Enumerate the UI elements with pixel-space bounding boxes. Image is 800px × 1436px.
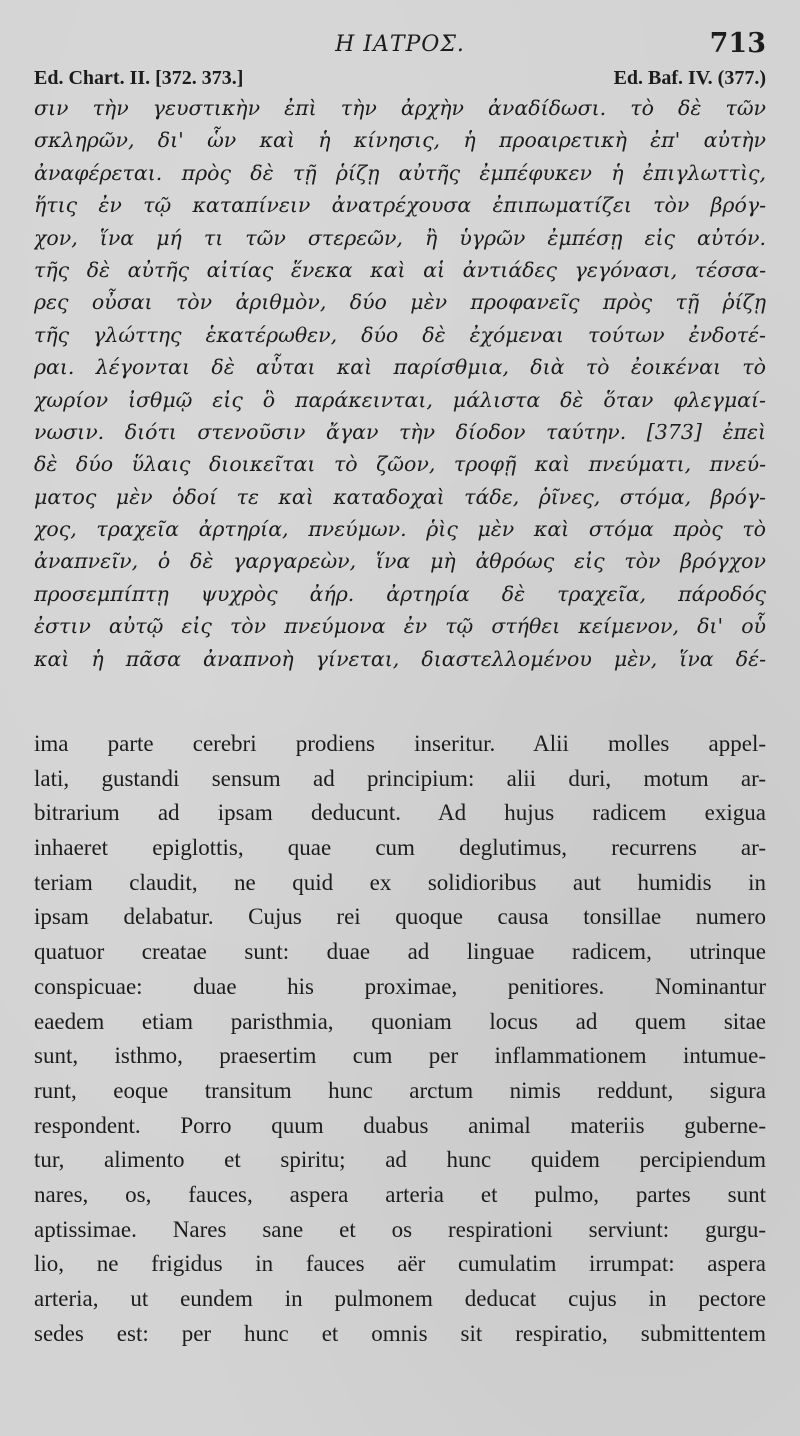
greek-line: προσεμπίπτῃ ψυχρὸς ἀήρ. ἀρτηρία δὲ τραχεῖα, πάροδός: [34, 581, 766, 606]
greek-line: σιν τὴν γευστικὴν ἐπὶ τὴν ἀρχὴν ἀναδίδωσι. τὸ δὲ τῶν: [34, 96, 766, 120]
running-title: Η ΙΑΤΡΟΣ.: [335, 32, 465, 57]
greek-line: ἥτις ἐν τῷ καταπίνειν ἀνατρέχουσα ἐπιπωματίζει τὸν βρόγ-: [34, 193, 766, 218]
greek-line: χος, τραχεῖα ἀρτηρία, πνεύμων. ῥὶς μὲν καὶ στόμα πρὸς τὸ: [34, 517, 766, 542]
latin-line: ipsam delabatur. Cujus rei quoque causa tonsillae numero: [34, 904, 766, 930]
latin-line: respondent. Porro quum duabus animal materiis guberne-: [34, 1112, 766, 1138]
greek-line: ραι. λέγονται δὲ αὗται καὶ παρίσθμια, διὰ τὸ ἐοικέναι τὸ: [34, 355, 766, 380]
greek-text-block: [34, 92, 766, 675]
greek-line: ἀναπνεῖν, ὁ δὲ γαργαρεὼν, ἵνα μὴ ἀθρόως εἰς τὸν βρόγχον: [34, 549, 766, 574]
latin-line: runt, eoque transitum hunc arctum nimis reddunt, sigura: [34, 1077, 766, 1103]
greek-line: δὲ δύο ὕλαις διοικεῖται τὸ ζῶον, τροφῇ καὶ πνεύματι, πνεύ-: [34, 452, 766, 477]
section-gap: [34, 675, 766, 727]
greek-line: τῆς γλώττης ἑκατέρωθεν, δύο δὲ ἐχόμεναι τούτων ἐνδοτέ-: [34, 322, 766, 347]
latin-line: inhaeret epiglottis, quae cum deglutimus, recurrens ar-: [34, 835, 766, 861]
latin-line: tur, alimento et spiritu; ad hunc quidem percipiendum: [34, 1147, 766, 1173]
edition-reference-left: Ed. Chart. II. [372. 373.]: [34, 67, 244, 89]
latin-line: nares, os, fauces, aspera arteria et pulmo, partes sunt: [34, 1181, 766, 1207]
greek-line: καὶ ἡ πᾶσα ἀναπνοὴ γίνεται, διαστελλομένου μὲν, ἵνα δέ-: [34, 646, 766, 671]
greek-line: σκληρῶν, δι' ὧν καὶ ἡ κίνησις, ἡ προαιρετικὴ ἐπ' αὐτὴν: [34, 128, 766, 153]
latin-line: eaedem etiam paristhmia, quoniam locus ad quem sitae: [34, 1008, 766, 1034]
greek-line: τῆς δὲ αὐτῆς αἰτίας ἕνεκα καὶ αἱ ἀντιάδες γεγόνασι, τέσσα-: [34, 257, 766, 282]
latin-line: bitrarium ad ipsam deducunt. Ad hujus radicem exigua: [34, 800, 766, 826]
latin-line: sunt, isthmo, praesertim cum per inflammationem intumue-: [34, 1043, 766, 1069]
edition-reference-line: [34, 64, 766, 92]
greek-line: νωσιν. διότι στενοῦσιν ἄγαν τὴν δίοδον ταύτην. [373] ἐπεὶ: [34, 419, 766, 444]
latin-line: lio, ne frigidus in fauces aër cumulatim irrumpat: aspera: [34, 1251, 766, 1277]
edition-reference-right: Ed. Baf. IV. (377.): [613, 67, 766, 89]
greek-line: ματος μὲν ὁδοί τε καὶ καταδοχαὶ τάδε, ῥῖνες, στόμα, βρόγ-: [34, 484, 766, 509]
latin-line: quatuor creatae sunt: duae ad linguae radicem, utrinque: [34, 939, 766, 965]
running-head: [34, 28, 766, 64]
greek-line: ρες οὖσαι τὸν ἀριθμὸν, δύο μὲν προφανεῖς πρὸς τῇ ῥίζῃ: [34, 290, 766, 315]
greek-line: ἐστιν αὐτῷ εἰς τὸν πνεύμονα ἐν τῷ στήθει κείμενον, δι' οὗ: [34, 614, 766, 639]
latin-line: teriam claudit, ne quid ex solidioribus aut humidis in: [34, 869, 766, 895]
latin-line: arteria, ut eundem in pulmonem deducat cujus in pectore: [34, 1286, 766, 1312]
latin-line: sedes est: per hunc et omnis sit respiratio, submittentem: [34, 1320, 766, 1346]
latin-line: lati, gustandi sensum ad principium: alii duri, motum ar-: [34, 765, 766, 791]
latin-line: ima parte cerebri prodiens inseritur. Alii molles appel-: [34, 731, 766, 757]
greek-line: ἀναφέρεται. πρὸς δὲ τῇ ῥίζῃ αὐτῆς ἐμπέφυκεν ἡ ἐπιγλωττὶς,: [34, 160, 766, 185]
greek-line: χωρίον ἰσθμῷ εἰς ὃ παράκεινται, μάλιστα δὲ ὅταν φλεγμαί-: [34, 387, 766, 412]
page-number: 713: [709, 28, 766, 59]
greek-line: χον, ἵνα μή τι τῶν στερεῶν, ἢ ὑγρῶν ἐμπέσῃ εἰς αὐτόν.: [34, 225, 766, 250]
latin-text-block: [34, 727, 766, 1351]
latin-line: conspicuae: duae his proximae, penitiores. Nominantur: [34, 973, 766, 999]
latin-line: aptissimae. Nares sane et os respirationi serviunt: gurgu-: [34, 1216, 766, 1242]
